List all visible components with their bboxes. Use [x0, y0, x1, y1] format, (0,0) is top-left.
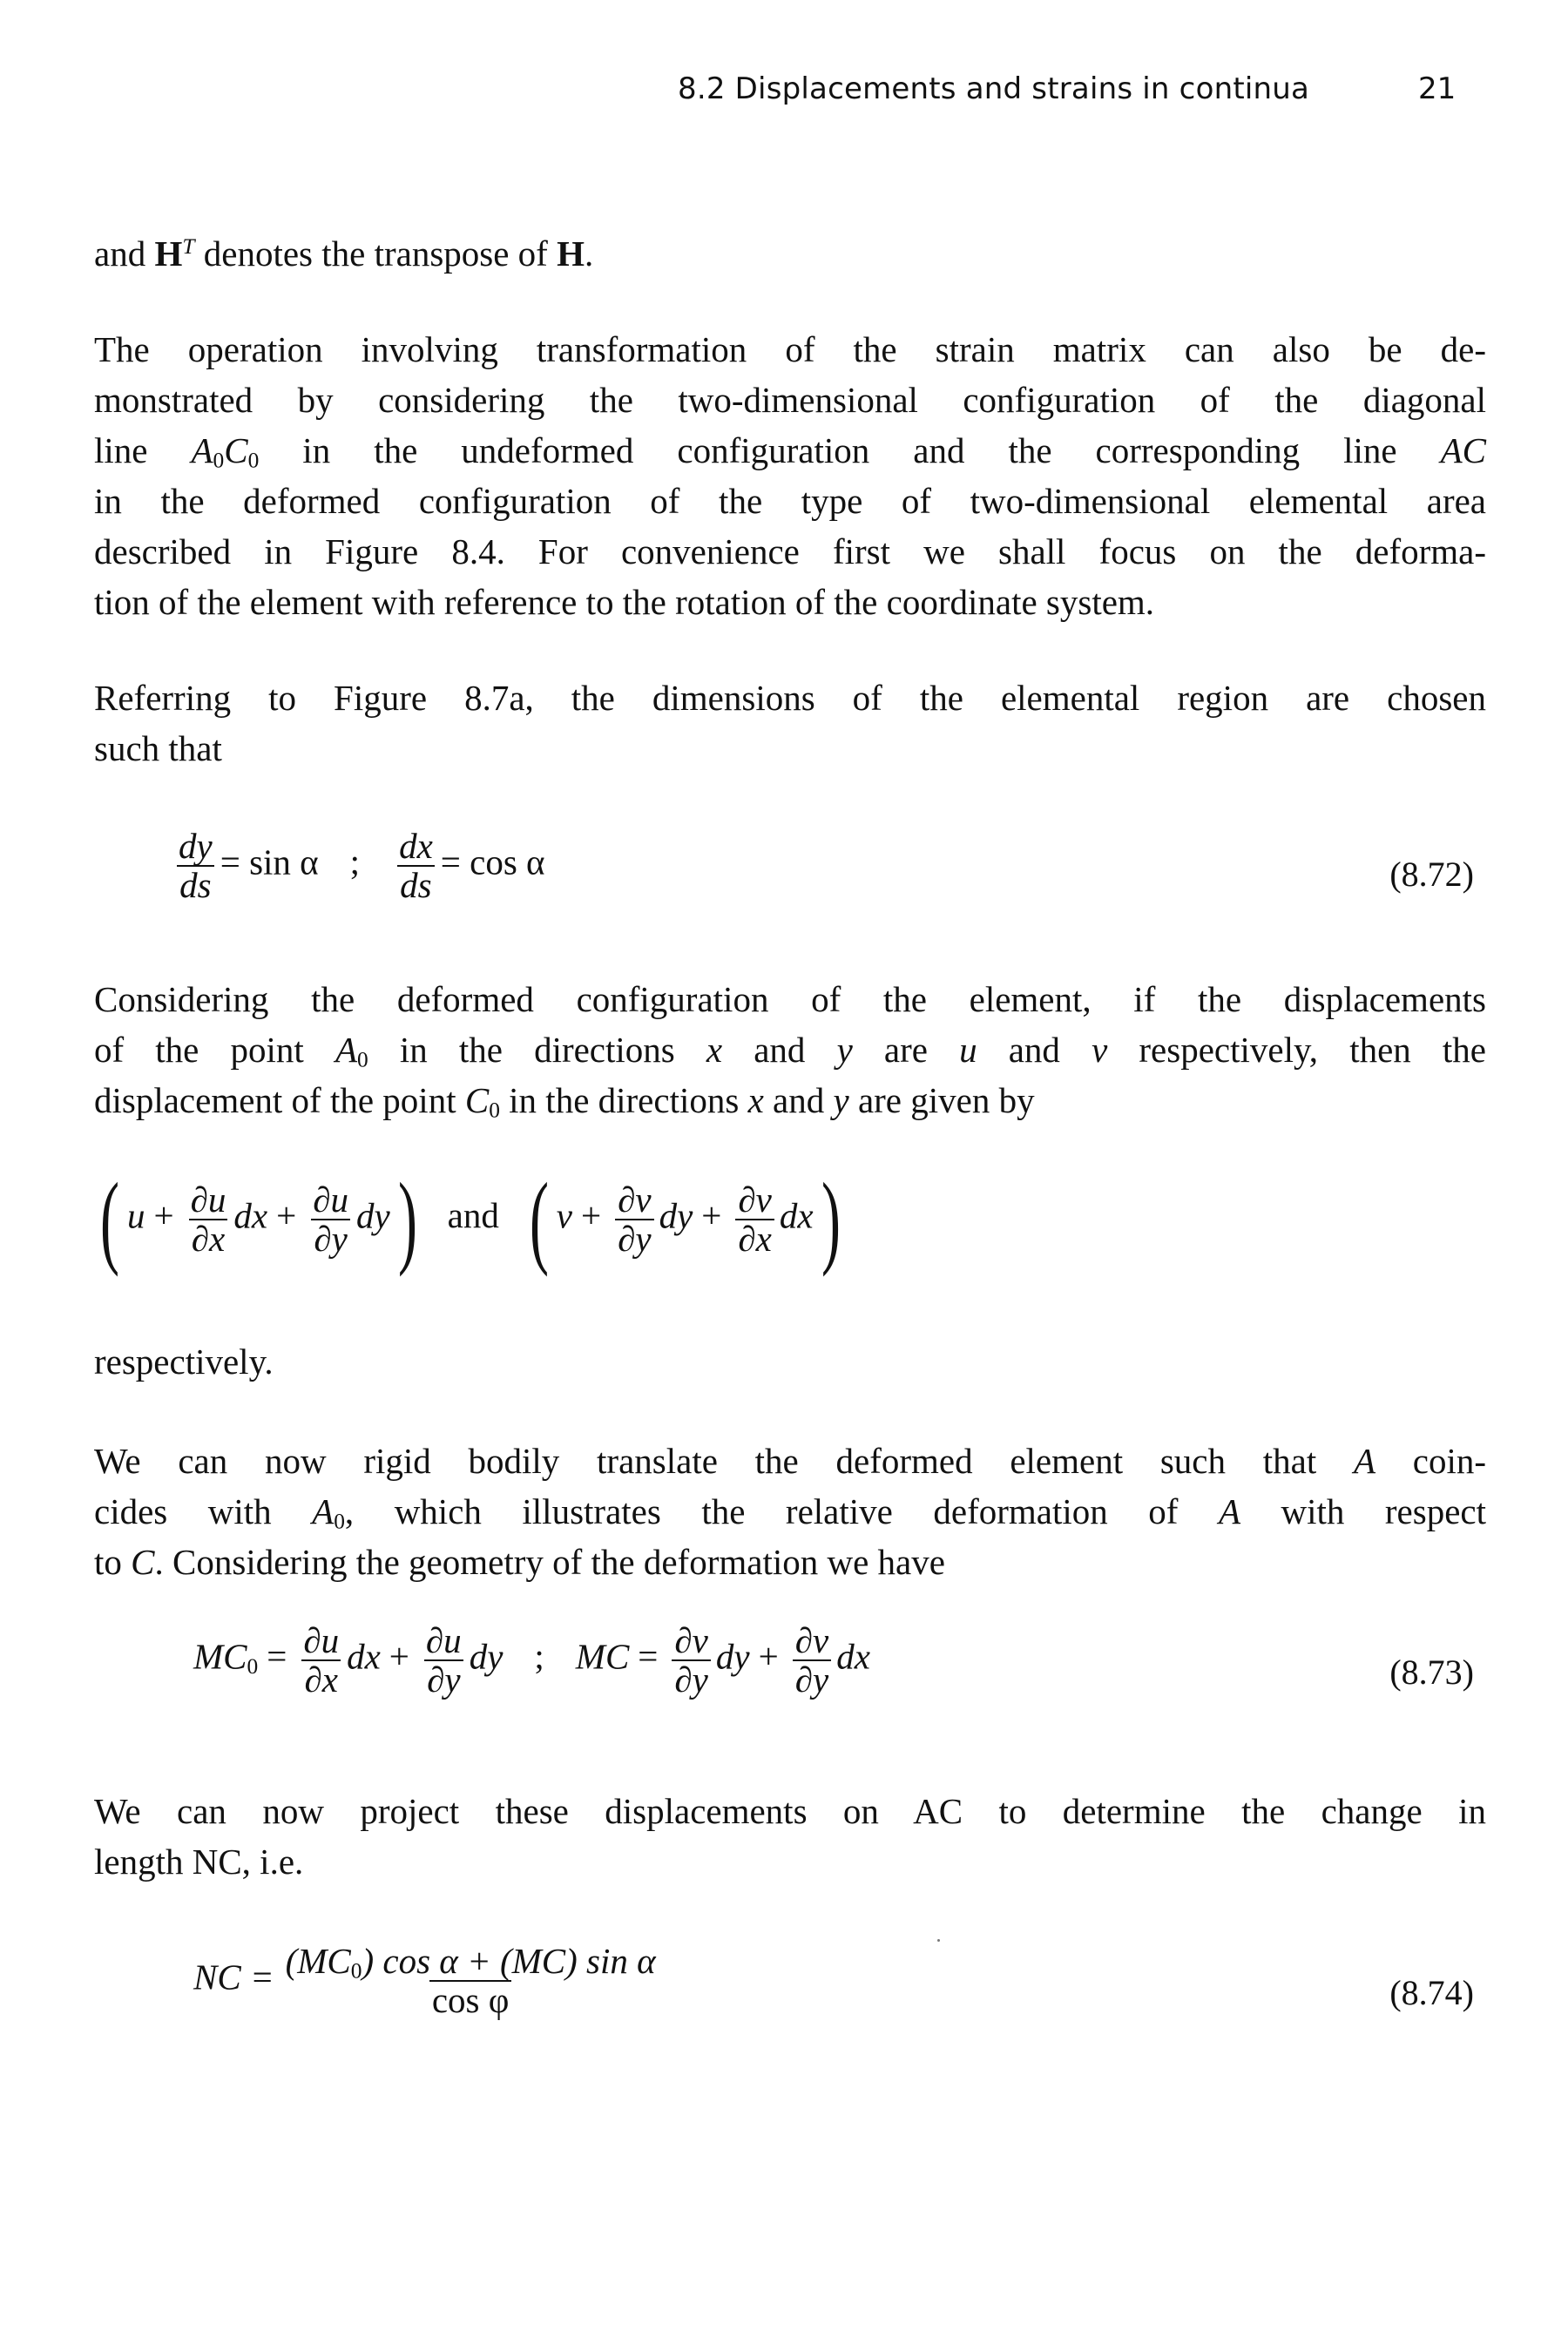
- text-line: monstrated by considering the two-dimensional configuration of the diagonal: [94, 380, 1486, 420]
- and-word: and: [447, 1195, 499, 1236]
- text-line: described in Figure 8.4. For convenience first we shall focus on the deforma-: [94, 531, 1486, 571]
- equation-8-72: [0, 828, 1568, 932]
- paragraph-deformed: [94, 974, 1486, 1125]
- text-line: We can now project these displacements on AC to determine the change in: [94, 1791, 1486, 1831]
- equation-number: (8.72): [1389, 855, 1474, 894]
- page-number: 21: [1418, 71, 1456, 106]
- text-line: to C. Considering the geometry of the deformation we have: [94, 1542, 945, 1582]
- text-line: displacement of the point $C_0$ in the directions x and y are given by: [94, 1080, 1035, 1123]
- text-line: of the point $A_0$ in the directions x and y are u and v respectively, then the: [94, 1030, 1487, 1072]
- text-line: We can now rigid bodily translate the deformed element such that A coin-: [94, 1441, 1486, 1481]
- mc0-symbol: MC: [193, 1636, 247, 1677]
- text-line: tion of the element with reference to the rotation of the coordinate system.: [94, 582, 1155, 622]
- fraction-du-dy: $\frac{\partial u}{\partial y}$: [425, 1620, 462, 1700]
- fraction-dv-dy-2: $\frac{\partial v}{\partial y}$: [793, 1622, 831, 1699]
- fraction-du-dx: $\frac{\partial u}{\partial x}$: [303, 1620, 340, 1700]
- equation-8-74: [0, 1943, 1568, 2056]
- right-paren: ): [397, 1161, 417, 1277]
- header-title: 8.2 Displacements and strains in continua: [678, 71, 1310, 106]
- text: and: [94, 233, 155, 274]
- stray-mark: [937, 1939, 940, 1942]
- running-header: [0, 71, 1568, 115]
- sin-alpha: = sin α: [220, 841, 319, 882]
- paragraph-transpose: [94, 228, 1486, 279]
- text-line: Referring to Figure 8.7a, the dimensions of the elemental region are chosen: [94, 678, 1486, 718]
- displacement-expressions: ( u + $\frac{\partial u}{\partial x}$ dx + $\frac{\partial u}{\partial y}$ dy) and ( v + $\frac{\partial v}{\partial y}$ dy + $\frac{\partial v}{\partial x}$ dx): [99, 1161, 841, 1277]
- text-line: Considering the deformed configuration of the element, if the displacements: [94, 979, 1486, 1019]
- separator: ;: [349, 841, 361, 882]
- left-paren: (: [99, 1161, 119, 1277]
- superscript-t: T: [182, 234, 195, 260]
- fraction-dv-dy: $\frac{\partial v}{\partial y}$: [672, 1622, 710, 1699]
- paragraph-respectively: [94, 1336, 1486, 1387]
- fraction-nc: $\frac{(MC_0) \cos \alpha + (MC) \sin \alpha}{\text{cos φ}}$: [285, 1941, 656, 2021]
- fraction-du-dy: $\frac{\partial u}{\partial y}$: [313, 1179, 348, 1259]
- text-line: respectively.: [94, 1342, 274, 1382]
- fraction-du-dx: $\frac{\partial u}{\partial x}$: [190, 1179, 226, 1259]
- fraction-dv-dx: $\frac{\partial v}{\partial x}$: [735, 1181, 774, 1258]
- cos-alpha: = cos α: [440, 841, 545, 882]
- text: denotes the transpose of: [194, 233, 558, 274]
- text: .: [585, 233, 594, 274]
- fraction-dx-ds: $\frac{dx}{ds}$: [399, 826, 433, 906]
- fraction-dy-ds: $\frac{dy}{ds}$: [179, 826, 213, 906]
- equation-number: (8.74): [1389, 1973, 1474, 2012]
- separator: ;: [534, 1636, 544, 1677]
- text-line: The operation involving transformation of the strain matrix can also be de-: [94, 329, 1486, 369]
- text-line: length NC, i.e.: [94, 1842, 304, 1882]
- text-line: line $A_0C_0$ in the undeformed configuration and the corresponding line AC: [94, 430, 1486, 473]
- fraction-dv-dy: $\frac{\partial v}{\partial y}$: [615, 1181, 653, 1258]
- left-paren: (: [529, 1161, 549, 1277]
- text-line: such that: [94, 728, 222, 768]
- paragraph-transformation: [94, 324, 1486, 627]
- paragraph-project: [94, 1786, 1486, 1887]
- text-line: cides with $A_0$, which illustrates the relative deformation of A with respect: [94, 1491, 1486, 1534]
- nc-symbol: NC =: [193, 1957, 274, 1997]
- equation-number: (8.73): [1389, 1652, 1474, 1692]
- equation-8-73: $MC_0$ = $\frac{\partial u}{\partial x}$ dx + $\frac{\partial u}{\partial y}$ dy ; MC = $\frac{\partial v}{\partial y}$ dy + $\frac{\partial v}{\partial y}$ dx (8.73): [193, 1620, 1474, 1700]
- right-paren: ): [821, 1161, 841, 1277]
- paragraph-rigid-translation: [94, 1436, 1486, 1587]
- matrix-h: H: [557, 233, 585, 274]
- paragraph-referring: [94, 672, 1486, 774]
- text-line: in the deformed configuration of the type of two-dimensional elemental area: [94, 481, 1486, 521]
- matrix-h: H: [154, 233, 183, 274]
- mc-symbol: MC: [575, 1636, 630, 1677]
